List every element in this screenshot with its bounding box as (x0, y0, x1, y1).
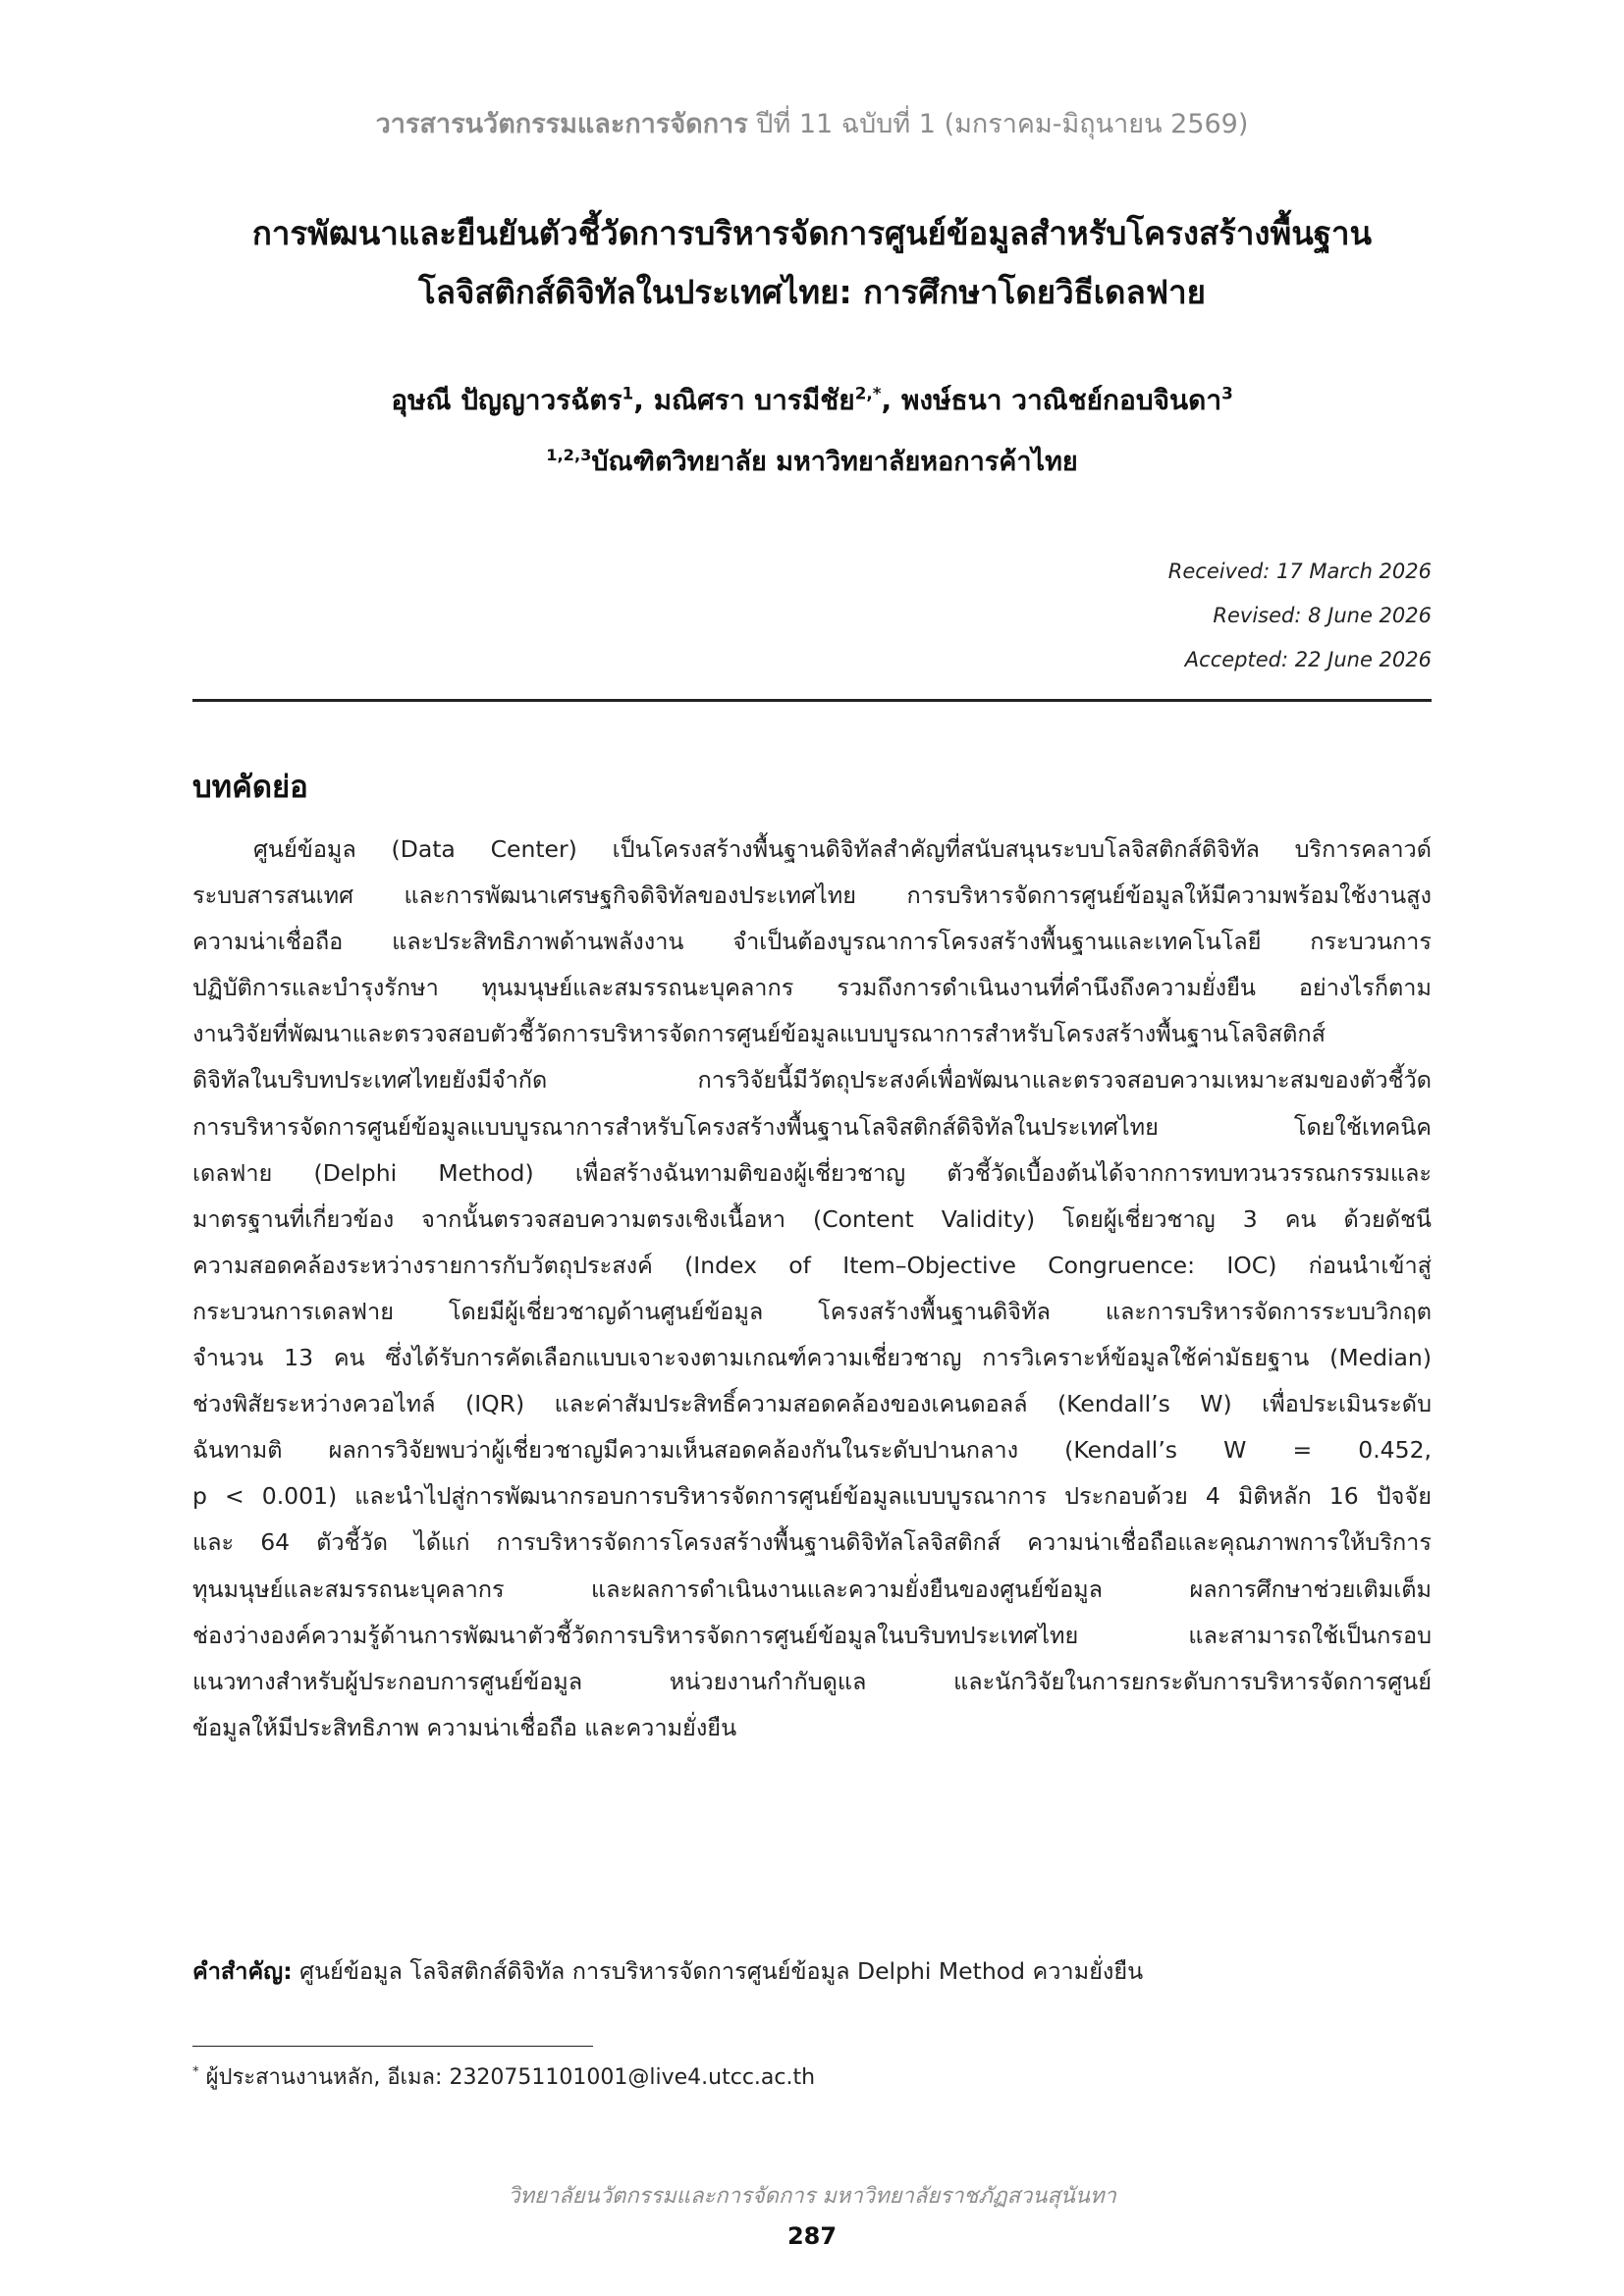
keywords-label: คำสำคัญ: (192, 1957, 293, 1985)
affiliation-text: บัณฑิตวิทยาลัย มหาวิทยาลัยหอการค้าไทย (591, 447, 1078, 477)
paper-title (147, 204, 1477, 322)
abstract-line: กระบวนการเดลฟาย โดยมีผู้เชี่ยวชาญด้านศูนย์ข้อมูล โครงสร้างพื้นฐานดิจิทัล และการบริหารจัดการระบบวิกฤต (192, 1297, 1432, 1325)
abstract-line: ช่องว่างองค์ความรู้ด้านการพัฒนาตัวชี้วัดการบริหารจัดการศูนย์ข้อมูลในบริบทประเทศไทย และสามารถใช้เป็นกรอบ (192, 1621, 1432, 1649)
abstract-line: ระบบสารสนเทศ และการพัฒนาเศรษฐกิจดิจิทัลของประเทศไทย การบริหารจัดการศูนย์ข้อมูลให้มีความพร้อมใช้งานสูง (192, 881, 1432, 910)
abstract-line: เดลฟาย (Delphi Method) เพื่อสร้างฉันทามติของผู้เชี่ยวชาญ ตัวชี้วัดเบื้องต้นได้จากการทบทวนวรรณกรรมและ (192, 1158, 1432, 1187)
author-affil-mark: 2,* (854, 383, 882, 403)
keywords (192, 1953, 1432, 1990)
revised-date: Revised: 8 June 2026 (1213, 604, 1432, 627)
abstract-line: และ 64 ตัวชี้วัด ได้แก่ การบริหารจัดการโครงสร้างพื้นฐานดิจิทัลโลจิสติกส์ ความน่าเชื่อถือและคุณภาพการให้บริการ (192, 1528, 1432, 1557)
author-name: มณิศรา บารมีชัย (653, 384, 855, 416)
footnote-divider (192, 2046, 593, 2047)
author-affil-mark: 1 (622, 383, 634, 403)
keywords-text: ศูนย์ข้อมูล โลจิสติกส์ดิจิทัล การบริหารจัดการศูนย์ข้อมูล Delphi Method ความยั่งยืน (292, 1957, 1144, 1985)
footnote-text: ผู้ประสานงานหลัก, อีเมล: 2320751101001@live4.utcc.ac.th (198, 2065, 816, 2090)
author-list: อุษณี ปัญญาวรฉัตร$^1$, มณิศรา บารมีชัย$^{2,*}$, พงษ์ธนา วาณิชย์กอบจินดา$^3$ (391, 383, 1233, 416)
abstract-line: ความน่าเชื่อถือ และประสิทธิภาพด้านพลังงาน จำเป็นต้องบูรณาการโครงสร้างพื้นฐานและเทคโนโลยี กระบวนการ (192, 928, 1432, 956)
title-line: โลจิสติกส์ดิจิทัลในประเทศไทย: การศึกษาโดยวิธีเดลฟาย (418, 273, 1206, 311)
author-name: พงษ์ธนา วาณิชย์กอบจินดา (900, 384, 1222, 416)
article-dates (1168, 550, 1432, 682)
abstract-line: มาตรฐานที่เกี่ยวข้อง จากนั้นตรวจสอบความตรงเชิงเนื้อหา (Content Validity) โดยผู้เชี่ยวชาญ 3 คน ด้วยดัชนี (192, 1204, 1432, 1233)
footer-institution: วิทยาลัยนวัตกรรมและการจัดการ มหาวิทยาลัยราชภัฏสวนสุนันทา (508, 2184, 1116, 2209)
abstract-line: แนวทางสำหรับผู้ประกอบการศูนย์ข้อมูล หน่วยงานกำกับดูแล และนักวิจัยในการยกระดับการบริหารจัดการศูนย์ (192, 1667, 1432, 1695)
author-affil-mark: 3 (1221, 383, 1233, 403)
abstract-line: ดิจิทัลในบริบทประเทศไทยยังมีจำกัด การวิจัยนี้มีวัตถุประสงค์เพื่อพัฒนาและตรวจสอบความเหมาะสมของตัวชี้วัด (192, 1066, 1432, 1095)
abstract-line: จำนวน 13 คน ซึ่งได้รับการคัดเลือกแบบเจาะจงตามเกณฑ์ความเชี่ยวชาญ การวิเคราะห์ข้อมูลใช้ค่ามัธยฐาน (Median) (192, 1344, 1432, 1372)
page-number: 287 (786, 2222, 838, 2250)
title-line: การพัฒนาและยืนยันตัวชี้วัดการบริหารจัดการศูนย์ข้อมูลสำหรับโครงสร้างพื้นฐาน (251, 214, 1373, 252)
received-date: Received: 17 March 2026 (1167, 560, 1432, 583)
journal-name: วารสารนวัตกรรมและการจัดการ (375, 109, 748, 139)
journal-header (0, 102, 1624, 144)
abstract-line: ปฏิบัติการและบำรุงรักษา ทุนมนุษย์และสมรรถนะบุคลากร รวมถึงการดำเนินงานที่คำนึงถึงความยั่งยืน อย่างไรก็ตาม (192, 974, 1432, 1002)
abstract-heading: บทคัดย่อ (192, 770, 308, 805)
header-divider (192, 699, 1432, 702)
abstract-line: ความสอดคล้องระหว่างรายการกับวัตถุประสงค์ (Index of Item–Objective Congruence: IOC) ก่อนนำเข้าสู่ (192, 1251, 1432, 1279)
abstract-line: ทุนมนุษย์และสมรรถนะบุคลากร และผลการดำเนินงานและความยั่งยืนของศูนย์ข้อมูล ผลการศึกษาช่วยเติมเต็ม (192, 1575, 1432, 1603)
accepted-date: Accepted: 22 June 2026 (1184, 648, 1432, 671)
abstract-line: ข้อมูลให้มีประสิทธิภาพ ความน่าเชื่อถือ และความยั่งยืน (192, 1713, 737, 1741)
abstract-line: ศูนย์ข้อมูล (Data Center) เป็นโครงสร้างพื้นฐานดิจิทัลสำคัญที่สนับสนุนระบบโลจิสติกส์ดิจิทัล บริการคลาวด์ (253, 835, 1432, 863)
journal-issue: ปีที่ 11 ฉบับที่ 1 (มกราคม-มิถุนายน 2569) (747, 109, 1249, 139)
abstract-line: p < 0.001) และนำไปสู่การพัฒนากรอบการบริหารจัดการศูนย์ข้อมูลแบบบูรณาการ ประกอบด้วย 4 มิติหลัก 16 ปัจจัย (192, 1482, 1432, 1511)
abstract-line: ช่วงพิสัยระหว่างควอไทล์ (IQR) และค่าสัมประสิทธิ์ความสอดคล้องของเคนดอลล์ (Kendall’s W) เพื่อประเมินระดับ (192, 1390, 1432, 1418)
author-name: อุษณี ปัญญาวรฉัตร (391, 384, 623, 416)
abstract-line: การบริหารจัดการศูนย์ข้อมูลแบบบูรณาการสำหรับโครงสร้างพื้นฐานโลจิสติกส์ดิจิทัลในประเทศไทย โดยใช้เทคนิค (192, 1112, 1432, 1141)
footnote (192, 2059, 815, 2094)
abstract-line: ฉันทามติ ผลการวิจัยพบว่าผู้เชี่ยวชาญมีความเห็นสอดคล้องกันในระดับปานกลาง (Kendall’s W = 0.452, (192, 1436, 1432, 1465)
abstract-line: งานวิจัยที่พัฒนาและตรวจสอบตัวชี้วัดการบริหารจัดการศูนย์ข้อมูลแบบบูรณาการสำหรับโครงสร้างพื้นฐานโลจิสติกส์ (192, 1020, 1326, 1048)
affiliation-mark: 1,2,3 (546, 446, 592, 464)
affiliation (0, 440, 1624, 482)
footnote-marker: * (192, 2064, 199, 2080)
abstract-body (192, 827, 1432, 1751)
